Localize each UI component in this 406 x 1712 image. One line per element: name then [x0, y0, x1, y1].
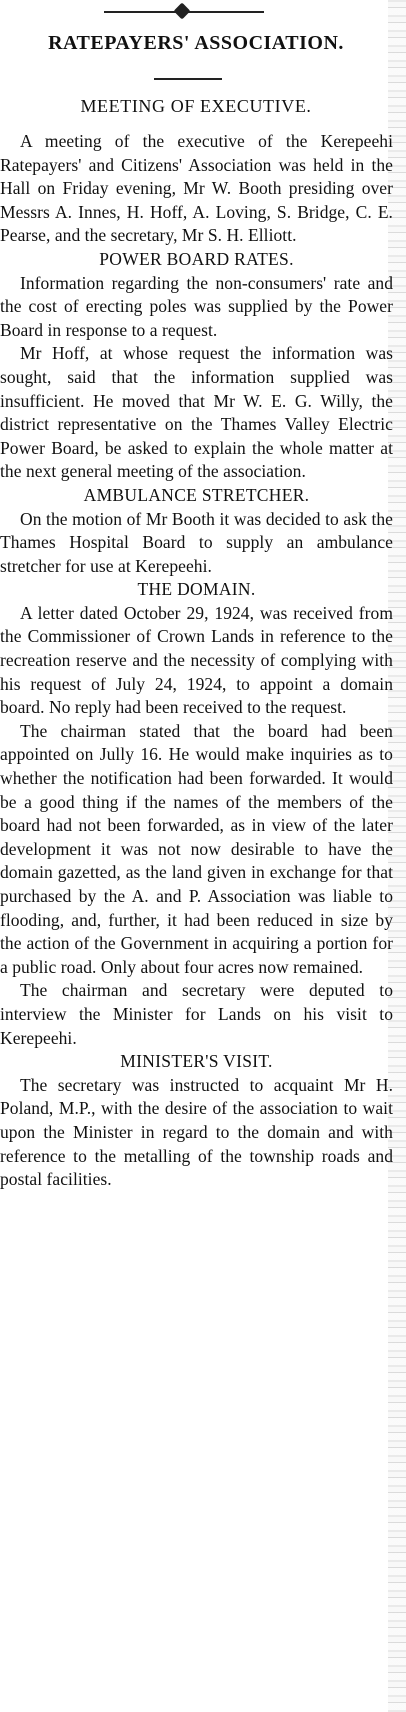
- article-body: [0, 130, 393, 1192]
- paragraph: The secretary was instructed to acquaint Mr H. Poland, M.P., with the desire of the association to wait upon the Minister in regard to the domain and with reference to the metalling of the township roads and postal facilities.: [0, 1074, 393, 1190]
- section-heading-domain: THE DOMAIN.: [137, 579, 256, 600]
- title-rule: [154, 78, 222, 80]
- section-heading-ambulance: AMBULANCE STRETCHER.: [83, 484, 310, 505]
- ornament-icon: [174, 3, 191, 20]
- article-title: RATEPAYERS' ASSOCIATION.: [48, 32, 344, 54]
- paragraph: A letter dated October 29, 1924, was received from the Commissioner of Crown Lands in reference to the recreation reserve and the necessity of complying with his request of July 24, 1924, to appoint a domain board. No reply had been received to the request.: [0, 602, 393, 718]
- section-heading-minister: MINISTER'S VISIT.: [120, 1051, 273, 1072]
- paragraph: Information regarding the non-consumers' rate and the cost of erecting poles was supplied by the Power Board in response to a request.: [0, 272, 393, 340]
- paragraph: The chairman stated that the board had been appointed on Jully 16. He would make inquiries as to whether the notification had been forwarded. It would be a good thing if the names of the members of the board had not been forwarded, as in view of the later development it was not now desirable to have the domain gazetted, as the land given in exchange for that purchased by the A. and P. Association was liable to flooding, and, further, it had been reduced in size by the action of the Government in acquiring a portion for a public road. Only about four acres now remained.: [0, 720, 393, 977]
- paragraph: On the motion of Mr Booth it was decided to ask the Thames Hospital Board to supply an ambulance stretcher for use at Kerepeehi.: [0, 508, 393, 576]
- article-subtitle: MEETING OF EXECUTIVE.: [80, 96, 312, 116]
- paragraph: The chairman and secretary were deputed to interview the Minister for Lands on his visit to Kerepeehi.: [0, 980, 393, 1048]
- paragraph: Mr Hoff, at whose request the information was sought, said that the information supplied was insufficient. He moved that Mr W. E. G. Willy, the district representative on the Thames Valley Electric Power Board, be asked to explain the whole matter at the next general meeting of the association.: [0, 343, 393, 482]
- intro-paragraph: A meeting of the executive of the Kerepeehi Ratepayers' and Citizens' Association was held in the Hall on Friday evening, Mr W. Booth presiding over Messrs A. Innes, H. Hoff, A. Loving, S. Bridge, C. E. Pearse, and the secretary, Mr S. H. Elliott.: [0, 131, 393, 246]
- section-heading-power-board: POWER BOARD RATES.: [99, 248, 294, 269]
